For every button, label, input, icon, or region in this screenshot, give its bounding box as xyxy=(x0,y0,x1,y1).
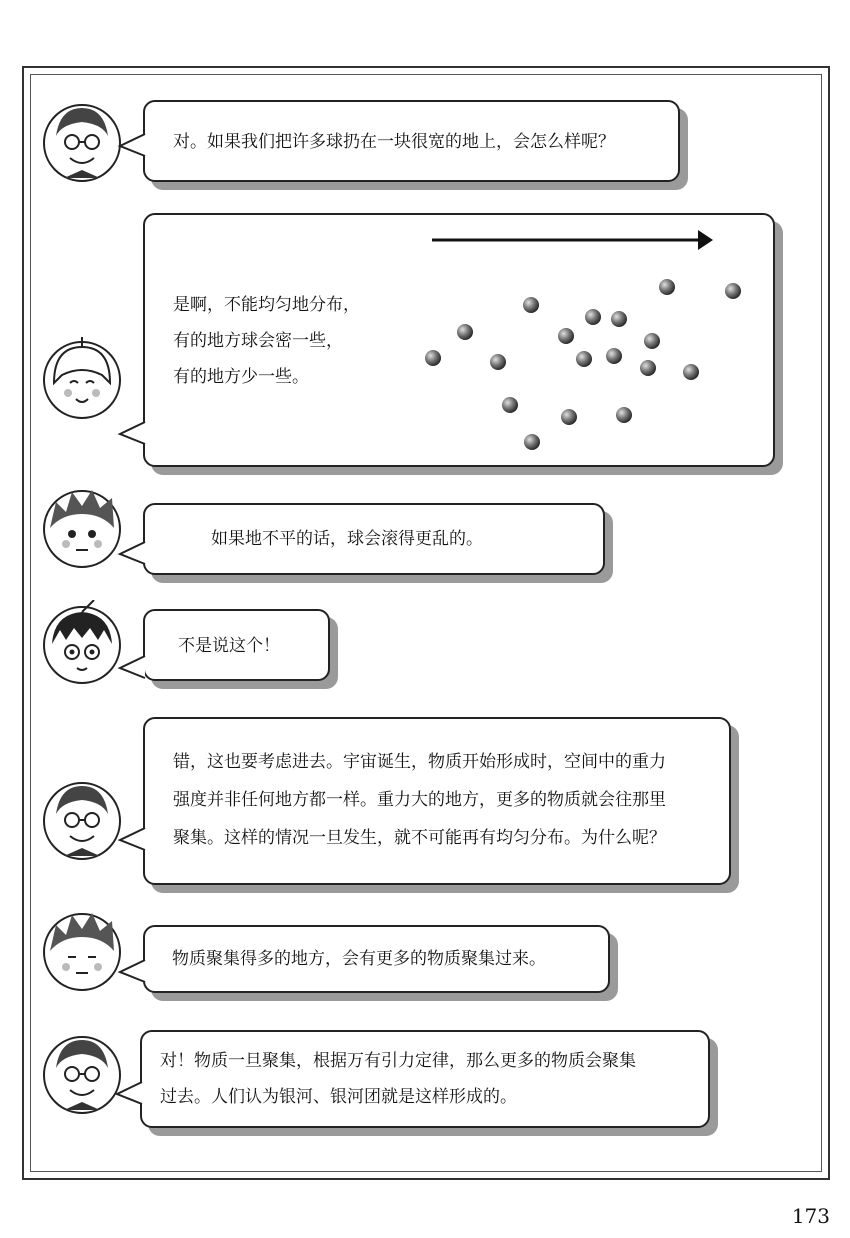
dialogue-line-7-1: 对！物质一旦聚集，根据万有引力定律，那么更多的物质会聚集 xyxy=(160,1051,636,1071)
speech-tail-7 xyxy=(115,1080,145,1106)
speech-tail-1 xyxy=(118,132,148,158)
dialogue-text-6: 物质聚集得多的地方，会有更多的物质聚集过来。 xyxy=(172,949,546,969)
dialogue-line-2-3: 有的地方少一些。 xyxy=(173,367,309,387)
speech-bubble-1 xyxy=(143,100,680,182)
ball xyxy=(644,333,660,349)
dialogue-line-5-3: 聚集。这样的情况一旦发生，就不可能再有均匀分布。为什么呢？ xyxy=(173,828,666,848)
dialogue-line-2-2: 有的地方球会密一些， xyxy=(173,331,343,351)
ball xyxy=(683,364,699,380)
ball xyxy=(616,407,632,423)
ball xyxy=(558,328,574,344)
ball xyxy=(725,283,741,299)
dialogue-line-5-2: 强度并非任何地方都一样。重力大的地方，更多的物质就会往那里 xyxy=(173,790,666,810)
dialogue-line-5-1: 错，这也要考虑进去。宇宙诞生，物质开始形成时，空间中的重力 xyxy=(173,752,666,772)
speech-bubble-4 xyxy=(143,609,330,681)
scattered-balls-illustration xyxy=(145,215,777,469)
ball xyxy=(561,409,577,425)
speech-bubble-6 xyxy=(143,925,610,993)
ball xyxy=(457,324,473,340)
ball xyxy=(523,297,539,313)
girl-ponytail-avatar xyxy=(42,335,122,425)
arrow-head-icon xyxy=(698,230,713,250)
dialogue-line-7-2: 过去。人们认为银河、银河团就是这样形成的。 xyxy=(160,1087,517,1107)
ball xyxy=(502,397,518,413)
ball xyxy=(640,360,656,376)
ball xyxy=(524,434,540,450)
professor-avatar xyxy=(42,776,122,866)
speech-bubble-2 xyxy=(143,213,775,467)
ball xyxy=(576,351,592,367)
ball xyxy=(425,350,441,366)
ball xyxy=(606,348,622,364)
ball xyxy=(585,309,601,325)
balls-group xyxy=(425,279,741,450)
speech-tail-4 xyxy=(118,654,148,680)
ball xyxy=(659,279,675,295)
speech-bubble-3 xyxy=(143,503,605,575)
boy-avatar xyxy=(42,600,122,690)
professor-avatar xyxy=(42,1030,122,1120)
professor-avatar xyxy=(42,98,122,188)
dialogue-text-1: 对。如果我们把许多球扔在一块很宽的地上，会怎么样呢？ xyxy=(173,132,615,152)
speech-bubble-7 xyxy=(140,1030,710,1128)
girl-spiky-avatar xyxy=(42,484,122,574)
speech-bubble-5 xyxy=(143,717,731,885)
ball xyxy=(611,311,627,327)
dialogue-text-3: 如果地不平的话，球会滚得更乱的。 xyxy=(211,529,483,549)
ball xyxy=(490,354,506,370)
dialogue-line-2-1: 是啊，不能均匀地分布， xyxy=(173,295,360,315)
speech-tail-3 xyxy=(118,540,148,566)
dialogue-text-4: 不是说这个！ xyxy=(178,636,280,656)
speech-tail-2 xyxy=(118,420,148,446)
speech-tail-6 xyxy=(118,958,148,984)
speech-tail-5 xyxy=(118,826,148,852)
girl-spiky-avatar xyxy=(42,907,122,997)
page-number: 173 xyxy=(791,1204,830,1228)
